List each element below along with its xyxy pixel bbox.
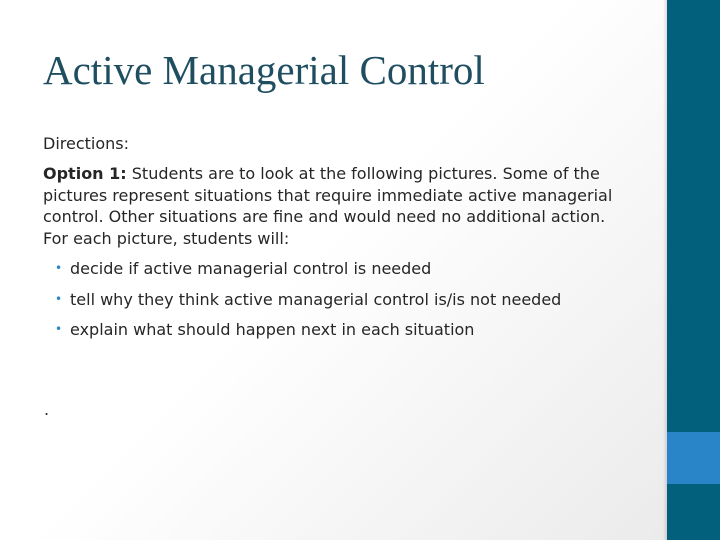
bullet-dot-icon: • xyxy=(55,291,63,306)
bullet-text: explain what should happen next in each situation xyxy=(70,320,475,339)
option-label: Option 1: xyxy=(43,164,127,183)
sidebar-accent-block xyxy=(667,432,720,484)
bullet-list xyxy=(43,258,633,341)
slide-title: Active Managerial Control xyxy=(43,47,485,93)
bullet-dot-icon: • xyxy=(55,322,63,336)
slide-body xyxy=(43,133,633,341)
bullet-text: decide if active managerial control is needed xyxy=(70,259,432,278)
list-item xyxy=(43,258,633,280)
bullet-text: tell why they think active managerial control is/is not needed xyxy=(70,289,562,309)
list-item xyxy=(43,319,633,341)
list-item xyxy=(43,289,633,311)
option-paragraph xyxy=(43,163,633,249)
option-text: Students are to look at the following pictures. Some of the pictures represent situations that require immediate active managerial control. Other situations are fine and would need no additional action. For each picture, students will: xyxy=(43,164,613,248)
bullet-dot-icon: • xyxy=(55,261,63,275)
trailing-dot-text: . xyxy=(44,400,50,419)
directions-label: Directions: xyxy=(43,134,130,153)
